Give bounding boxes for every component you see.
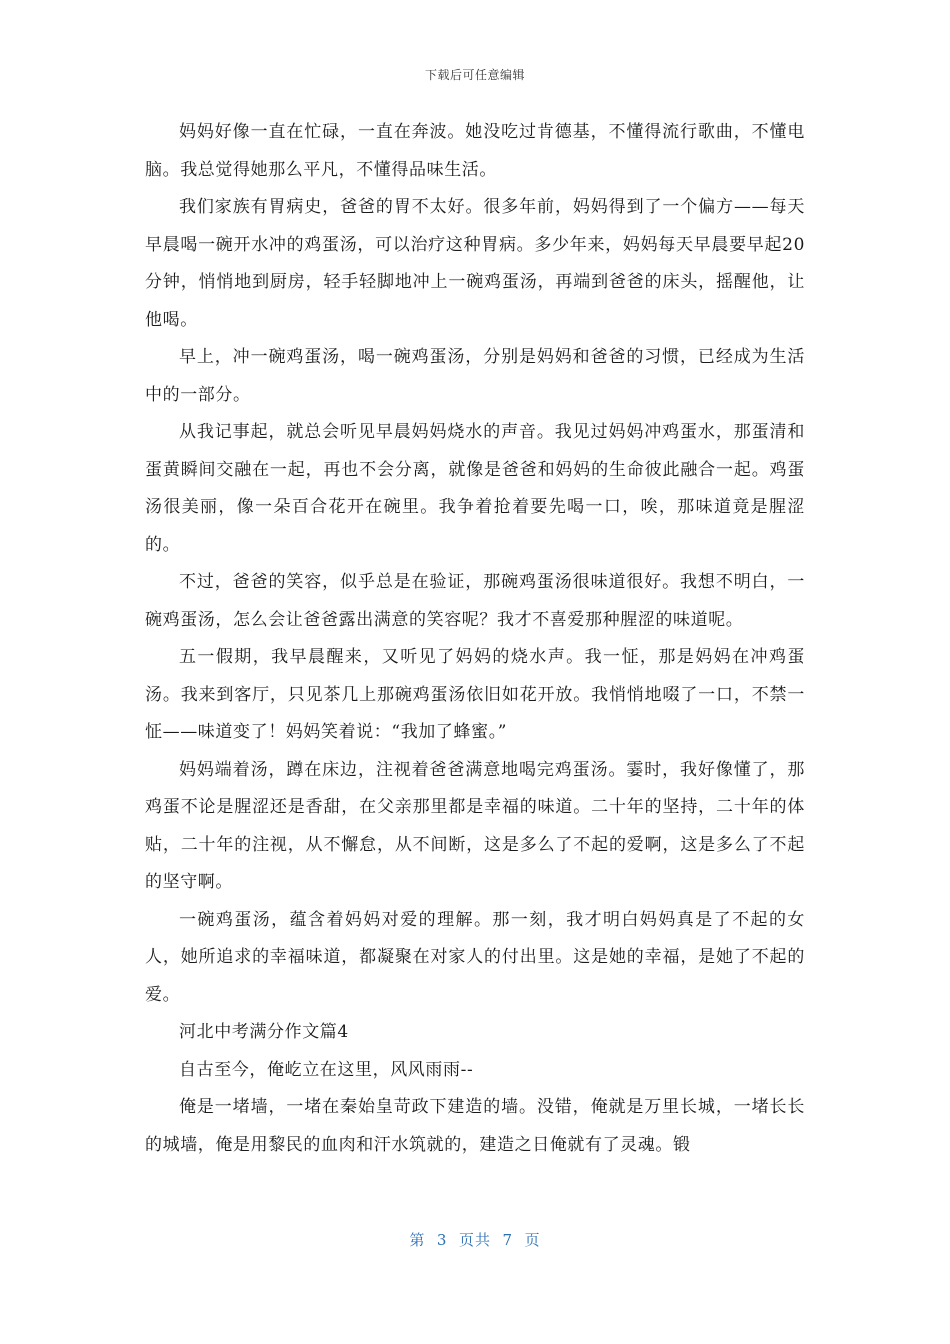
paragraph: 妈妈好像一直在忙碌，一直在奔波。她没吃过肯德基，不懂得流行歌曲，不懂电脑。我总觉得她那么平凡，不懂得品味生活。 [145,122,805,180]
paragraph: 从我记事起，就总会听见早晨妈妈烧水的声音。我见过妈妈冲鸡蛋水，那蛋清和蛋黄瞬间交融在一起，再也不会分离，就像是爸爸和妈妈的生命彼此融合一起。鸡蛋汤很美丽，像一朵百合花开在碗里。我争着抢着要先喝一口，唉，那味道竟是腥涩的。 [145,422,805,555]
document-body [145,114,805,1164]
paragraph: 我们家族有胃病史，爸爸的胃不太好。很多年前，妈妈得到了一个偏方——每天早晨喝一碗开水冲的鸡蛋汤，可以治疗这种胃病。多少年来，妈妈每天早晨要早起20分钟，悄悄地到厨房，轻手轻脚地冲上一碗鸡蛋汤，再端到爸爸的床头，摇醒他，让他喝。 [145,197,805,330]
paragraph: 自古至今，俺屹立在这里，风风雨雨-- [179,1059,474,1080]
paragraph: 不过，爸爸的笑容，似乎总是在验证，那碗鸡蛋汤很味道很好。我想不明白，一碗鸡蛋汤，怎么会让爸爸露出满意的笑容呢？我才不喜爱那种腥涩的味道呢。 [145,572,805,630]
page-header: 下载后可任意编辑 [424,68,525,82]
section-heading: 河北中考满分作文篇4 [179,1022,349,1042]
paragraph: 妈妈端着汤，蹲在床边，注视着爸爸满意地喝完鸡蛋汤。霎时，我好像懂了，那鸡蛋不论是腥涩还是香甜，在父亲那里都是幸福的味道。二十年的坚持，二十年的体贴，二十年的注视，从不懈怠，从不间断，这是多么了不起的爱啊，这是多么了不起的坚守啊。 [145,759,805,892]
paragraph: 五一假期，我早晨醒来，又听见了妈妈的烧水声。我一怔，那是妈妈在冲鸡蛋汤。我来到客厅，只见茶几上那碗鸡蛋汤依旧如花开放。我悄悄地啜了一口，不禁一怔——味道变了！妈妈笑着说：“我加了蜂蜜。” [145,647,805,742]
paragraph: 一碗鸡蛋汤，蕴含着妈妈对爱的理解。那一刻，我才明白妈妈真是了不起的女人，她所追求的幸福味道，都凝聚在对家人的付出里。这是她的幸福，是她了不起的爱。 [145,909,805,1005]
paragraph: 俺是一堵墙，一堵在秦始皇苛政下建造的墙。没错，俺就是万里长城，一堵长长的城墙，俺是用黎民的血肉和汗水筑就的，建造之日俺就有了灵魂。锻 [145,1097,805,1155]
paragraph: 早上，冲一碗鸡蛋汤，喝一碗鸡蛋汤，分别是妈妈和爸爸的习惯，已经成为生活中的一部分。 [145,347,805,405]
page-number-footer: 第 3 页共 7 页 [409,1231,541,1249]
